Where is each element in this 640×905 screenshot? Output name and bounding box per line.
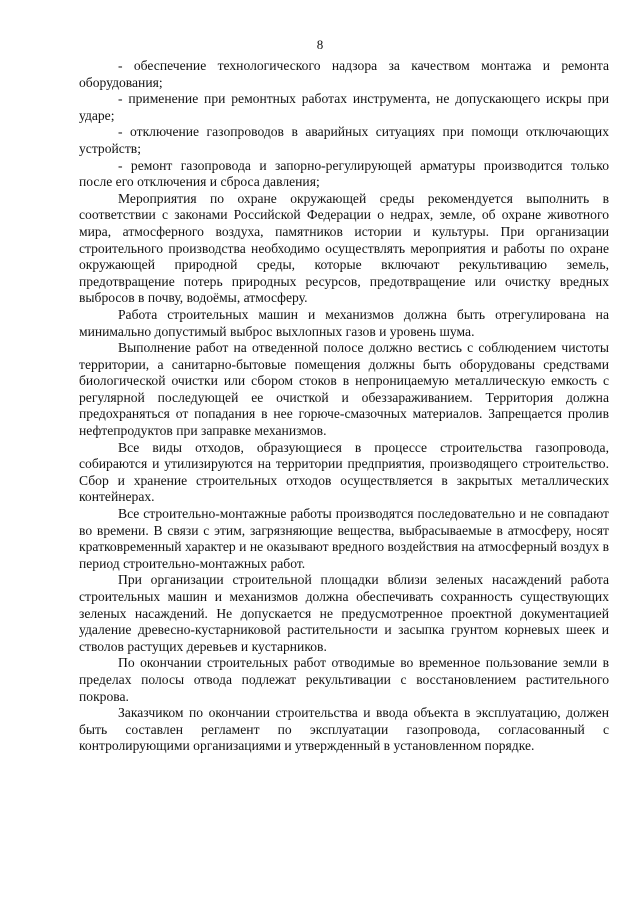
- paragraph-12: Заказчиком по окончании строительства и ввода объекта в эксплуатацию, должен быть составлен регламент по эксплуатации газопровода, согласованный с контролирующими организациями и утвержденный в установленном порядке.: [79, 705, 609, 754]
- document-body: [79, 58, 609, 755]
- paragraph-5: Мероприятия по охране окружающей среды рекомендуется выполнить в соответствии с законами Российской Федерации о недрах, земле, об охране животного мира, атмосферного воздуха, памятников истории и культуры. При организации строительного производства необходимо осуществлять мероприятия и работы по охране окружающей природной среды, которые включают рекультивацию земель, предотвращение потерь природных ресурсов, предотвращение или очистку вредных выбросов в почву, водоёмы, атмосферу.: [79, 190, 609, 306]
- paragraph-1: - обеспечение технологического надзора за качеством монтажа и ремонта оборудования;: [79, 58, 609, 90]
- paragraph-9: Все строительно-монтажные работы производятся последовательно и не совпадают во времени. В связи с этим, загрязняющие вещества, выбрасываемые в атмосферу, носят кратковременный характер и не оказывают вредного воздействия на атмосферный воздух в период строительно-монтажных работ.: [79, 506, 609, 571]
- paragraph-10: При организации строительной площадки вблизи зеленых насаждений работа строительных машин и механизмов должна обеспечивать сохранность существующих зеленых насаждений. Не допускается не предусмотренное проектной документацией удаление древесно-кустарниковой растительности и засыпка грунтом корневых шеек и стволов растущих деревьев и кустарников.: [79, 572, 609, 654]
- paragraph-4: - ремонт газопровода и запорно-регулирующей арматуры производится только после его отключения и сброса давления;: [79, 157, 609, 190]
- paragraph-2: - применение при ремонтных работах инструмента, не допускающего искры при ударе;: [79, 91, 609, 123]
- paragraph-8: Все виды отходов, образующиеся в процессе строительства газопровода, собираются и утилизируются на территории предприятия, производящего строительство. Сбор и хранение строительных отходов осуществляется в закрытых металлических контейнерах.: [79, 439, 609, 505]
- paragraph-3: - отключение газопроводов в аварийных ситуациях при помощи отключающих устройств;: [79, 124, 609, 156]
- paragraph-7: Выполнение работ на отведенной полосе должно вестись с соблюдением чистоты территории, а санитарно-бытовые помещения должны быть оборудованы средствами биологической очистки или сбором стоков в непроницаемую металлическую емкость с регулярной последующей ее очисткой и обеззараживанием. Территория должна предохраняться от попадания в нее горюче-смазочных материалов. Запрещается пролив нефтепродуктов при заправке механизмов.: [79, 340, 609, 439]
- paragraph-11: По окончании строительных работ отводимые во временное пользование земли в пределах полосы отвода подлежат рекультивации с восстановлением растительного покрова.: [79, 655, 609, 704]
- page-number: 8: [316, 37, 324, 52]
- paragraph-6: Работа строительных машин и механизмов должна быть отрегулирована на минимально допустимый выброс выхлопных газов и уровень шума.: [79, 306, 609, 339]
